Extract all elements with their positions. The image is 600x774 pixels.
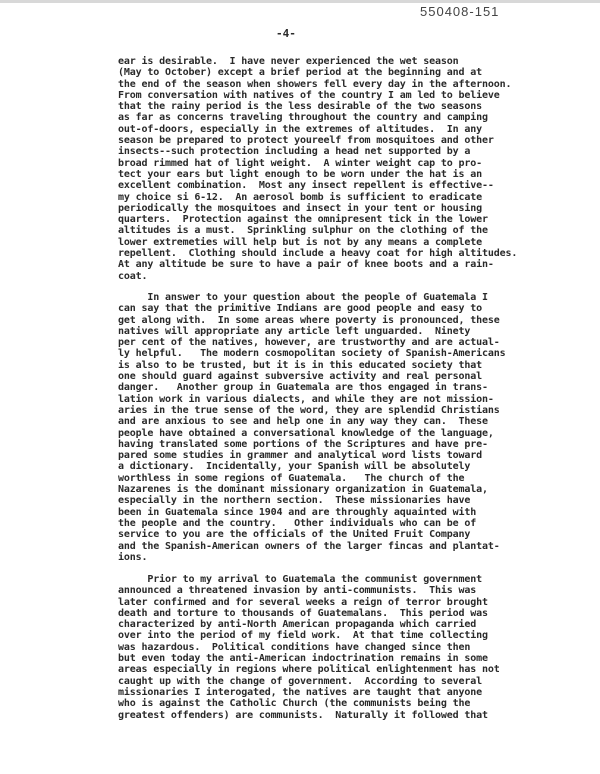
text-line: areas especially in regions where political enlightenment has not (118, 664, 500, 676)
text-line: and are anxious to see and help one in any way they can. These (118, 416, 488, 428)
text-line: the people and the country. Other individuals who can be of (118, 517, 477, 529)
text-line: get along with. In some areas where poverty is pronounced, these (118, 314, 500, 326)
text-line: greatest offenders) are communists. Naturally it followed that (118, 709, 488, 721)
paragraph-political-conditions (118, 574, 500, 721)
text-line: especially in the northern section. These missionaries have (118, 495, 471, 507)
text-line: danger. Another group in Guatemala are thos engaged in trans- (118, 382, 488, 394)
text-line: was hazardous. Political conditions have changed since then (118, 641, 471, 653)
text-line: excellent combination. Most any insect repellent is effective-- (118, 180, 494, 192)
text-line: altitudes is a must. Sprinkling sulphur on the clothing of the (118, 225, 488, 237)
text-line: periodically the mosquitoes and insect in your tent or housing (118, 202, 482, 214)
text-line: broad rimmed hat of light weight. A winter weight cap to pro- (118, 157, 482, 169)
text-line: been in Guatemala since 1904 and are throughly aquainted with (118, 506, 477, 518)
text-line: characterized by anti-North American propaganda which carried (118, 619, 477, 631)
text-line: one should guard against subversive activity and real personal (118, 371, 482, 383)
text-line: (May to October) except a brief period at the beginning and at (118, 67, 482, 79)
paragraph-people-of-guatemala (118, 292, 505, 563)
text-line: ly helpful. The modern cosmopolitan society of Spanish-Americans (118, 348, 506, 360)
text-line: that the rainy period is the less desirable of the two seasons (118, 101, 482, 113)
text-line: lower extremeties will help but is not by any means a complete (118, 236, 482, 248)
text-line: season be prepared to protect youreelf from mosquitoes and other (118, 135, 494, 147)
text-line: the end of the season when showers fell every day in the afternoon. (118, 78, 512, 90)
text-line: can say that the primitive Indians are good people and easy to (118, 303, 482, 315)
text-line: tect your ears but light enough to be worn under the hat is an (118, 168, 482, 180)
page-number: -4- (276, 27, 296, 40)
text-line: is also to be trusted, but it is in this educated society that (118, 359, 482, 371)
text-line: In answer to your question about the people of Guatemala I (118, 292, 488, 303)
text-line: my choice si 6-12. An aerosol bomb is sufficient to eradicate (118, 191, 482, 203)
paragraph-insects-clothing (118, 56, 517, 282)
text-line: who is against the Catholic Church (the communists being the (118, 698, 471, 710)
text-line: out-of-doors, especially in the extremes of altitudes. In any (118, 123, 482, 135)
text-line: Nazarenes is the dominant missionary organization in Guatemala, (118, 484, 488, 496)
text-line: announced a threatened invasion by anti-communists. This was (118, 585, 477, 597)
text-line: worthless in some regions of Guatemala. The church of the (118, 472, 465, 484)
scan-edge (0, 0, 600, 3)
text-line: per cent of the natives, however, are trustworthy and are actual- (118, 337, 500, 349)
text-line: ions. (118, 551, 148, 563)
text-line: and the Spanish-American owners of the larger fincas and plantat- (118, 540, 500, 552)
text-line: death and torture to thousands of Guatemalans. This period was (118, 607, 488, 619)
text-line: At any altitude be sure to have a pair of knee boots and a rain- (118, 259, 494, 271)
text-line: people have obtained a conversational knowledge of the language, (118, 427, 494, 439)
text-line: ear is desirable. I have never experienced the wet season (118, 56, 459, 67)
text-line: repellent. Clothing should include a heavy coat for high altitudes. (118, 248, 518, 260)
text-line: pared some studies in grammer and analytical word lists toward (118, 450, 482, 462)
text-line: having translated some portions of the Scriptures and have pre- (118, 438, 488, 450)
text-line: over into the period of my field work. At that time collecting (118, 630, 488, 642)
text-line: From conversation with natives of the country I am led to believe (118, 89, 500, 101)
text-line: coat. (118, 270, 148, 282)
text-line: lation work in various dialects, and while they are not mission- (118, 393, 494, 405)
text-line: caught up with the change of government. According to several (118, 675, 482, 687)
text-line: quarters. Protection against the omnipresent tick in the lower (118, 214, 488, 226)
text-line: natives will appropriate any article left unguarded. Ninety (118, 325, 471, 337)
text-line: Prior to my arrival to Guatemala the communist government (118, 574, 482, 585)
text-line: as far as concerns traveling throughout the country and camping (118, 112, 488, 124)
document-id-stamp: 550408-151 (420, 4, 500, 19)
text-line: a dictionary. Incidentally, your Spanish will be absolutely (118, 461, 471, 473)
text-line: but even today the anti-American indoctrination remains in some (118, 653, 488, 665)
text-line: later confirmed and for several weeks a reign of terror brought (118, 596, 488, 608)
text-line: service to you are the officials of the United Fruit Company (118, 529, 471, 541)
text-line: aries in the true sense of the word, they are splendid Christians (118, 404, 500, 416)
text-line: insects--such protection including a head net supported by a (118, 146, 471, 158)
text-line: missionaries I interogated, the natives are taught that anyone (118, 686, 482, 698)
